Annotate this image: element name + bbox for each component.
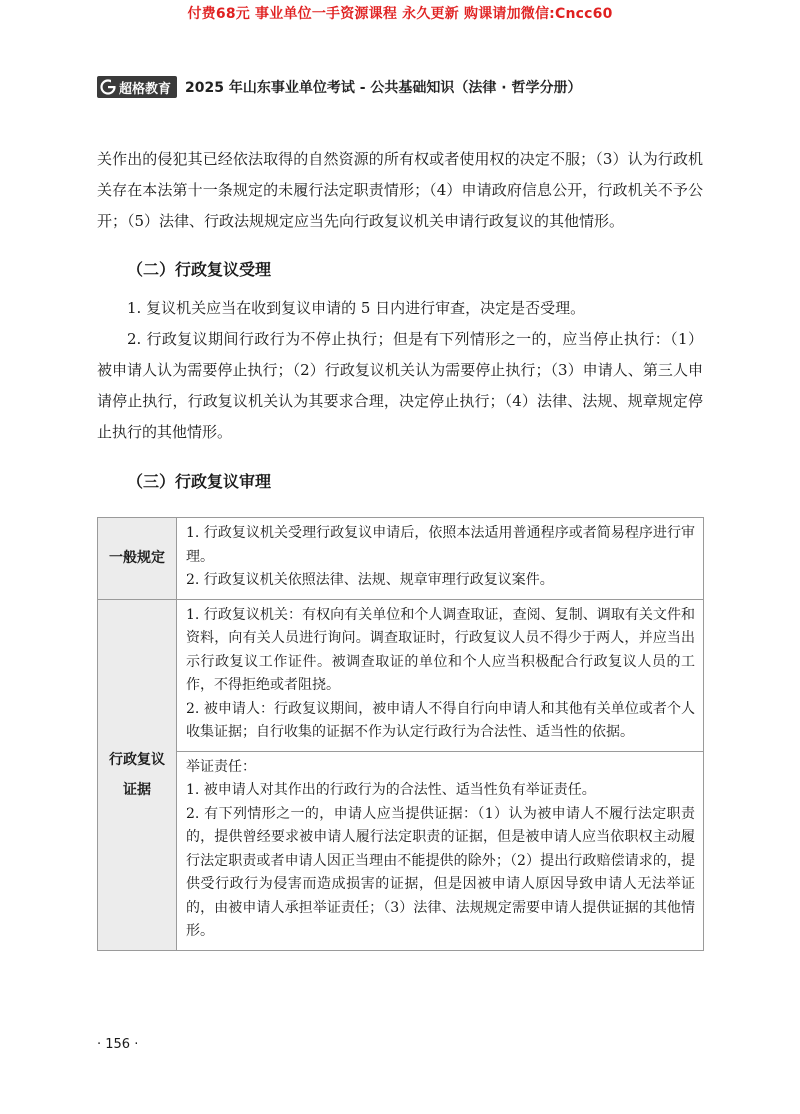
acceptance-paragraph-1: 1. 复议机关应当在收到复议申请的 5 日内进行审查，决定是否受理。 [127, 299, 586, 317]
burden-rule-2: 2. 有下列情形之一的，申请人应当提供证据：（1）认为被申请人不履行法定职责的，提供曾经要求被申请人履行法定职责的证据，但是被申请人应当依职权主动履行法定职责或者申请人因正当理由不能提供的除外；（2）提出行政赔偿请求的，提供受行政行为侵害而造成损害的证据，但是因被申请人原因导致申请人无法举证的，由被申请人承担举证责任；（3）法律、法规规定需要申请人提供证据的其他情形。 [186, 805, 695, 939]
logo-mark-icon [100, 79, 116, 95]
page-number: · 156 · [97, 1037, 139, 1052]
watermark-banner: 付费68元 事业单位一手资源课程 永久更新 购课请加微信:Cncc60 [187, 6, 613, 22]
burden-rule-1: 1. 被申请人对其作出的行政行为的合法性、适当性负有举证责任。 [186, 782, 596, 798]
document-title: 2025 年山东事业单位考试 - 公共基础知识（法律 · 哲学分册） [185, 80, 582, 96]
table-head-evidence-line2: 证据 [123, 781, 151, 798]
table-row-evidence-a [98, 599, 704, 751]
intro-block [97, 144, 703, 237]
table-cell-burden-of-proof [177, 751, 704, 950]
acceptance-body [97, 293, 703, 448]
acceptance-paragraph-2: 2. 行政复议期间行政行为不停止执行；但是有下列情形之一的，应当停止执行：（1）被申请人认为需要停止执行；（2）行政复议机关认为需要停止执行；（3）申请人、第三人申请停止执行，行政复议机关认为其要求合理，决定停止执行；（4）法律、法规、规章规定停止执行的其他情形。 [97, 330, 703, 441]
burden-heading: 举证责任： [186, 758, 256, 775]
section-title-acceptance: （二）行政复议受理 [127, 260, 272, 279]
brand-logo [97, 76, 177, 98]
table-head-general-label: 一般规定 [109, 550, 165, 567]
section-review [97, 467, 703, 497]
table-head-evidence [98, 599, 177, 950]
table-cell-general [177, 518, 704, 600]
page-header [97, 75, 581, 99]
logo-text: 超格教育 [119, 81, 172, 97]
table-head-evidence-line1: 行政复议 [109, 751, 165, 768]
general-rule-2: 2. 行政复议机关依照法律、法规、规章审理行政复议案件。 [186, 572, 554, 588]
intro-paragraph: 关作出的侵犯其已经依法取得的自然资源的所有权或者使用权的决定不服；（3）认为行政机关存在本法第十一条规定的未履行法定职责情形；（4）申请政府信息公开，行政机关不予公开；（5）法律、行政法规规定应当先向行政复议机关申请行政复议的其他情形。 [97, 150, 703, 230]
evidence-rule-2: 2. 被申请人：行政复议期间，被申请人不得自行向申请人和其他有关单位或者个人收集证据；自行收集的证据不作为认定行政行为合法性、适当性的依据。 [186, 700, 695, 740]
evidence-rule-1: 1. 行政复议机关：有权向有关单位和个人调查取证，查阅、复制、调取有关文件和资料，向有关人员进行询问。调查取证时，行政复议人员不得少于两人，并应当出示行政复议工作证件。被调查取证的单位和个人应当积极配合行政复议人员的工作，不得拒绝或者阻挠。 [186, 606, 695, 693]
section-acceptance [97, 255, 703, 285]
general-rule-1: 1. 行政复议机关受理行政复议申请后，依照本法适用普通程序或者简易程序进行审理。 [186, 525, 695, 565]
table-row-general [98, 518, 704, 600]
table-cell-evidence-investigation [177, 599, 704, 751]
section-title-review: （三）行政复议审理 [127, 472, 272, 491]
table-head-general [98, 518, 177, 600]
table-row-evidence-b [98, 751, 704, 950]
review-table [97, 517, 704, 951]
